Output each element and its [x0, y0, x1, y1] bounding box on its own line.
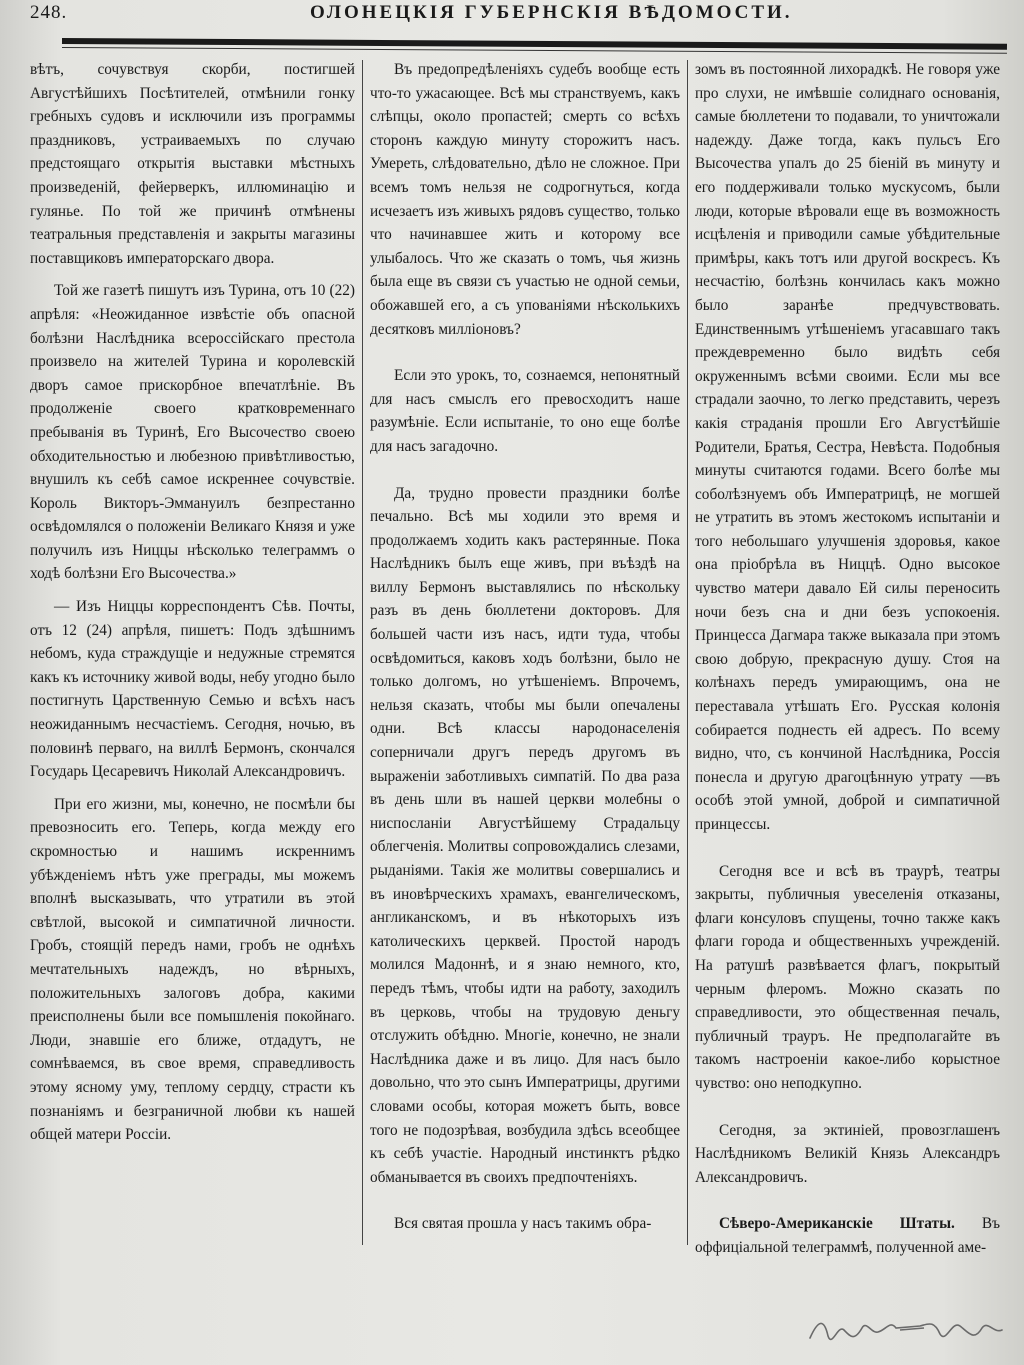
section-heading-tail: Въ оффиціальной телеграммѣ, полученной аме- — [695, 1215, 1000, 1256]
col1-paragraph-4: При его жизни, мы, конечно, не посмѣли бы превозносить его. Теперь, когда между его скромностью и нашимъ искреннимъ убѣжденіемъ нѣтъ уже преграды, мы можемъ вполнѣ высказывать, что утратили въ этой свѣтлой, высокой и симпатичной личности. Гробъ, стоящій передъ нами, гробъ не однѣхъ мечтательныхъ надеждъ, но вѣрныхъ, положительныхъ залоговъ добра, какими преисполнены были все помышленія покойнаго. Люди, знавшіе его ближе, отдадутъ, не сомнѣваемся, въ свое время, справедливость этому ясному уму, теплому сердцу, страсти къ познаніямъ и безграничной любви къ нашей общей матери Россіи. — [30, 795, 355, 1144]
col2-paragraph-1: Въ предопредѣленіяхъ судебъ вообще есть что-то ужасающее. Всѣ мы странствуемъ, какъ слѣпцы, около пропастей; смерть со всѣхъ сторонъ каждую минуту сторожитъ насъ. Умереть, слѣдовательно, дѣло не сложное. При всемъ томъ нельзя не содрогнуться, когда исчезаетъ изъ живыхъ рядовъ существо, только что начинавшее жить и которому все улыбалось. Что же сказать о томъ, чья жизнь была еще въ связи съ участью не одной семьи, обожавшей его, а съ упованіями нѣсколькихъ десятковъ милліоновъ? — [370, 61, 680, 338]
col3-section — [695, 1212, 1000, 1259]
column-divider-1 — [362, 60, 363, 1245]
col2-paragraph-3: Да, трудно провести праздники болѣе печально. Всѣ мы ходили это время и продолжаемъ ходить какъ растерянные. Пока Наслѣдникъ былъ еще живъ, при въѣздѣ на виллу Бермонъ выставлялись по нѣскольку разъ въ день бюллетени докторовъ. Для большей части изъ насъ, идти туда, чтобы освѣдомиться, каковъ ходъ болѣзни, было не только долгомъ, но утѣшеніемъ. Впрочемъ, нельзя сказать, чтобы мы были опечалены одни. Всѣ классы народонаселенія соперничали другъ передъ другомъ въ выраженіи заботливыхъ симпатій. По два раза въ день шли въ нашей церкви молебны о ниспосланіи Августѣйшему Страдальцу облегченія. Молитвы сопровождались слезами, рыданіями. Такія же молитвы совершались и въ иновѣрческихъ храмахъ, евангелическомъ, англиканскомъ, и въ нѣкоторыхъ изъ католическихъ церквей. Простой народъ молился Мадоннѣ, и я знаю немного, кто, передъ тѣмъ, чтобы идти на работу, заходилъ въ церковь, чтобы на трудовую деньгу отслужить обѣдню. Многіе, конечно, не знали Наслѣдника даже и въ лицо. Для насъ было довольно, что это сынъ Императрицы, другими словами особы, которая можетъ быть, вовсе того не подозрѣвая, возбудила здѣсь всеобщее къ себѣ участіе. Народный инстинктъ рѣдко обманывается въ своихъ предпочтеніяхъ. — [370, 484, 680, 1186]
col3-paragraph-2: Сегодня все и всѣ въ траурѣ, театры закрыты, публичныя увеселенія отказаны, флаги консуловъ спущены, точно также какъ флаги города и общественныхъ учрежденій. На ратушѣ развѣвается флагъ, покрытый черным флеромъ. Можно сказать по справедливости, это общественная печаль, публичный трауръ. Не предполагайте въ такомъ настроеніи какое-либо корыстное чувство: оно неподкупно. — [695, 862, 1000, 1092]
column-1 — [30, 58, 355, 1156]
page-header — [30, 0, 1010, 34]
page-number: 248. — [30, 2, 68, 23]
col1-paragraph-2: Той же газетѣ пишутъ изъ Турина, отъ 10 (22) апрѣля: «Неожиданное извѣстіе объ опасной болѣзни Наслѣдника всероссійскаго престола произвело на жителей Турина и королевскій дворъ самое прискорбное впечатлѣніе. Въ продолженіе своего кратковременнаго пребыванія въ Туринѣ, Его Высочество своею обходительностью и любезною привѣтливостью, внушилъ къ себѣ самое искреннее сочувствіе. Король Викторъ-Эммануилъ безпрестанно освѣдомлялся о положеніи Великаго Князя и уже получилъ изъ Ниццы нѣсколько телеграммъ о ходѣ болѣзни Его Высочества.» — [30, 282, 355, 583]
col1-paragraph-3: — Изъ Ниццы корреспондентъ Сѣв. Почты, отъ 12 (24) апрѣля, пишетъ: Подъ здѣшнимъ небомъ, куда страждущіе и недужные стремятся какъ къ источнику живой воды, небу угодно было постигнуть Царственную Семью и всѣхъ насъ неожиданнымъ несчастіемъ. Сегодня, ночью, въ половинѣ перваго, на виллѣ Бермонъ, скончался Государь Цесаревичъ Николай Александровичъ. — [30, 598, 355, 781]
column-divider-2 — [687, 60, 688, 1245]
col1-paragraph-1: вѣтъ, сочувствуя скорби, постигшей Августѣйшихъ Посѣтителей, отмѣнили гонку гребныхъ судовъ и исключили изъ программы праздниковъ, устраиваемыхъ по случаю предстоящаго открытія выставки мѣстныхъ произведеній, фейерверкъ, иллюминацію и гулянье. По той же причинѣ отмѣнены театральныя представленія и закрыты магазины поставщиковъ императорскаго двора. — [30, 61, 355, 267]
handwritten-signature — [800, 1290, 1010, 1360]
section-heading: Сѣверо-Американскіе Штаты. — [719, 1215, 955, 1233]
col3-paragraph-1: зомъ въ постоянной лихорадкѣ. Не говоря уже про слухи, не имѣвшіе солиднаго основанія, самые бюллетени то подавали, то уничтожали надежду. Даже тогда, какъ пульсъ Его Высочества упалъ до 25 біеній въ минуту и его поддерживали только мускусомъ, были люди, которые вѣровали еще въ возможность исцѣленія и приводили самые убѣдительные примѣры, какъ тотъ или другой воскресъ. Къ несчастію, болѣзнь кончилась какъ можно было заранѣе предчувствовать. Единственнымъ утѣшеніемъ угасавшаго такъ преждевременно было видѣть себя окруженнымъ всѣми своими. Если мы все страдали заочно, то легко представить, черезъ какія страданія прошли Его Августѣйшіе Родители, Братья, Сестра, Невѣста. Подобныя минуты считаются годами. Всего болѣе мы соболѣзнуемъ объ Императрицѣ, не могшей не утратить въ этомъ жестокомъ испытаніи и того небольшаго улучшенія здоровья, какое она пріобрѣла въ Ниццѣ. Одно высокое чувство матери давало Ей силы переносить ночи безъ сна и дни безъ успокоенія. Принцесса Дагмара также выказала при этомъ свою добрую, прекрасную душу. Стоя на колѣнахъ передъ умирающимъ, она не переставала утѣшать Его. Русская колонія собирается поднесть ей адресъ. По всему видно, что, съ кончиной Наслѣдника, Россія понесла и другую драгоцѣнную утрату —въ особѣ этой умной, доброй и симпатичной принцессы. — [695, 61, 1000, 833]
col3-paragraph-3: Сегодня, за эктиніей, провозглашенъ Наслѣдникомъ Великій Князь Александръ Александровичъ. — [695, 1121, 1000, 1186]
col2-paragraph-2: Если это урокъ, то, сознаемся, непонятный для насъ смыслъ его превосходитъ наше разумѣніе. Если испытаніе, то оно еще болѣе для насъ загадочно. — [370, 367, 680, 455]
newspaper-title: ОЛОНЕЦКІЯ ГУБЕРНСКІЯ ВѢДОМОСТИ. — [310, 2, 793, 23]
col2-paragraph-4: Вся святая прошла у насъ такимъ обра- — [394, 1215, 652, 1233]
column-3 — [695, 58, 1000, 1269]
column-2 — [370, 58, 680, 1245]
